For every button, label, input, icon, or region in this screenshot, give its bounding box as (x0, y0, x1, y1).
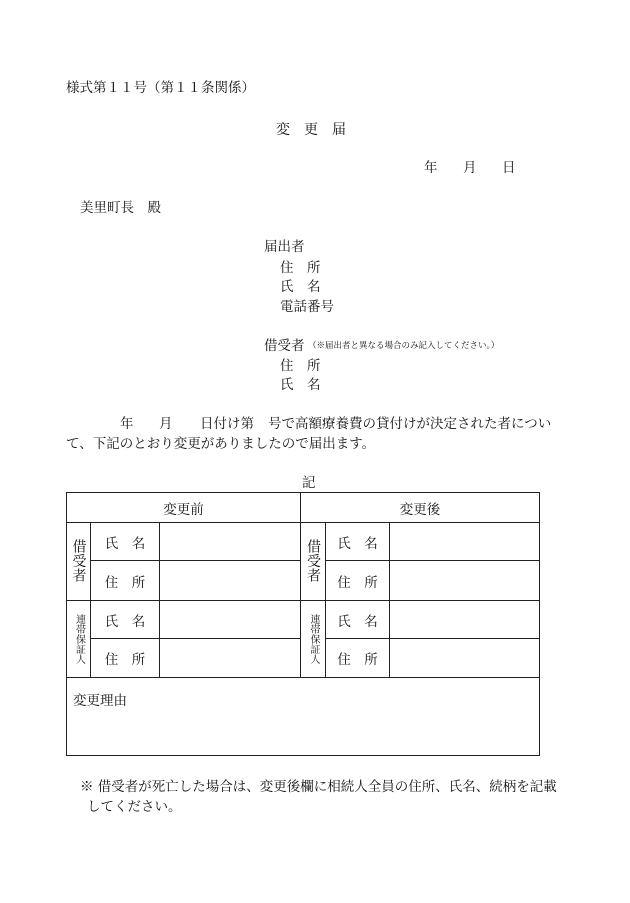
before-guarantor-name-field[interactable] (160, 601, 300, 638)
before-borrower-address-field[interactable] (160, 561, 300, 600)
before-guarantor-group-label: 連帯保証人 (73, 614, 85, 664)
change-table (66, 492, 540, 756)
borrower-address-label: 住 所 (280, 358, 321, 374)
notifier-heading: 届出者 (264, 239, 305, 255)
reason-field[interactable] (67, 678, 539, 755)
borrower-heading: 借受者 (264, 338, 305, 354)
date-month-label: 月 (463, 160, 477, 176)
body-line1-rest: 号で高額療養費の貸付けが決定された者につい (268, 416, 552, 432)
before-borrower-group-label: 借受者 (70, 539, 87, 584)
before-header: 変更前 (163, 501, 204, 518)
borrower-note: （※届出者と異なる場合のみ記入してください。） (308, 341, 500, 351)
before-guarantor-name-label: 氏 名 (104, 613, 146, 630)
notifier-phone-label: 電話番号 (280, 299, 334, 315)
after-guarantor-name-field[interactable] (390, 601, 539, 638)
footnote-line1: ※ 借受者が死亡した場合は、変更後欄に相続人全員の住所、氏名、続柄を記載 (80, 779, 557, 795)
before-guarantor-address-label: 住 所 (104, 652, 146, 668)
after-borrower-group-label: 借受者 (305, 539, 321, 584)
form-number: 様式第１１号（第１１条関係） (66, 80, 255, 96)
after-header: 変更後 (399, 501, 441, 518)
reason-label: 変更理由 (73, 693, 127, 709)
notifier-name-label: 氏 名 (280, 279, 321, 295)
after-borrower-address-label: 住 所 (337, 574, 378, 591)
before-guarantor-address-field[interactable] (160, 639, 300, 677)
body-month-label: 月 (159, 416, 173, 432)
date-day-label: 日 (502, 160, 516, 176)
after-guarantor-group-label: 連帯保証人 (308, 614, 319, 664)
body-line2: て、下記のとおり変更がありましたので届出ます。 (66, 436, 376, 452)
after-guarantor-address-label: 住 所 (337, 652, 378, 668)
document-title: 変 更 届 (276, 122, 346, 138)
addressee: 美里町長 殿 (80, 200, 161, 216)
ki-label: 記 (302, 475, 316, 491)
before-borrower-address-label: 住 所 (104, 574, 146, 591)
body-day-ref: 日付け第 (200, 416, 254, 432)
notifier-address-label: 住 所 (280, 260, 321, 276)
after-guarantor-address-field[interactable] (390, 639, 539, 677)
after-borrower-address-field[interactable] (390, 561, 539, 600)
after-guarantor-name-label: 氏 名 (337, 613, 378, 630)
before-borrower-name-field[interactable] (160, 523, 300, 560)
body-year-label: 年 (120, 416, 134, 432)
after-borrower-name-field[interactable] (390, 523, 539, 560)
before-borrower-name-label: 氏 名 (104, 535, 146, 552)
borrower-name-label: 氏 名 (280, 377, 321, 393)
footnote-line2: してください。 (87, 799, 182, 815)
date-year-label: 年 (424, 160, 438, 176)
after-borrower-name-label: 氏 名 (337, 535, 378, 552)
